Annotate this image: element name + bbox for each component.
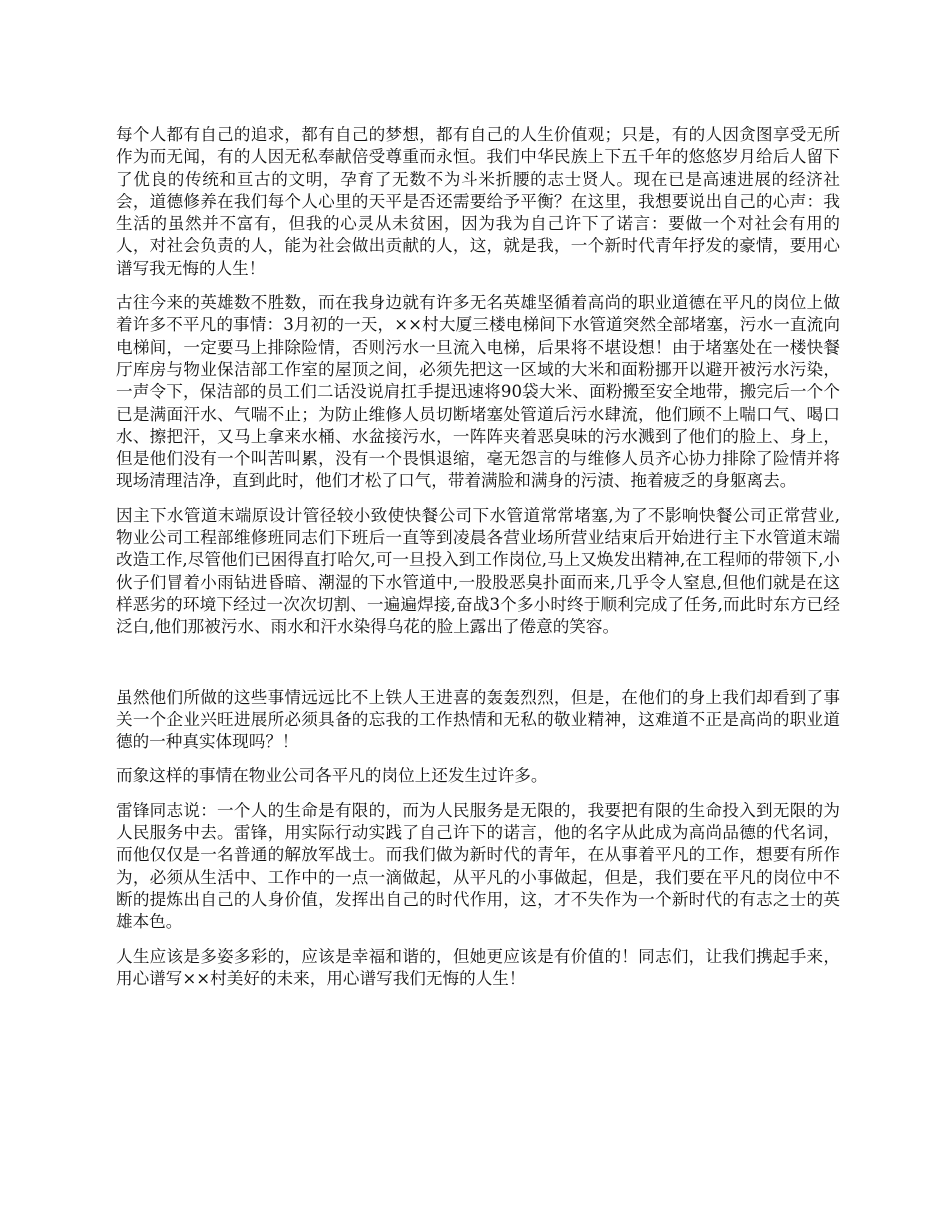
document-page [116, 124, 840, 1002]
paragraph-aspirations: 每个人都有自己的追求，都有自己的梦想，都有自己的人生价值观；只是，有的人因贪图享受无所作为而无闻，有的人因无私奉献倍受尊重而永恒。我们中华民族上下五千年的悠悠岁月给后人留下了优良的传统和亘古的文明，孕育了无数不为斗米折腰的志士贤人。现在已是高速进展的经济社会，道德修养在我们每个人心里的天平是否还需要给予平衡？在这里，我想要说出自己的心声：我生活的虽然并不富有，但我的心灵从未贫困，因为我为自己许下了诺言：要做一个对社会有用的人，对社会负责的人，能为社会做出贡献的人，这，就是我，一个新时代青年抒发的豪情，要用心谱写我无悔的人生！ [116, 125, 840, 278]
paragraph-spacer [116, 651, 840, 687]
paragraph-conclusion: 人生应该是多姿多彩的，应该是幸福和谐的，但她更应该是有价值的！同志们，让我们携起手来，用心谱写××村美好的未来，用心谱写我们无悔的人生！ [116, 946, 840, 988]
paragraph-many-such-events: 而象这样的事情在物业公司各平凡的岗位上还发生过许多。 [116, 766, 548, 786]
paragraph-professional-ethics: 虽然他们所做的这些事情远远比不上铁人王进喜的轰轰烈烈，但是，在他们的身上我们却看到了事关一个企业兴旺进展所必须具备的忘我的工作热情和无私的敬业精神，这难道不正是高尚的职业道德的一种真实体现吗？！ [116, 687, 840, 752]
paragraph-heroes-pipe-blockage: 古往今来的英雄数不胜数，而在我身边就有许多无名英雄坚循着高尚的职业道德在平凡的岗位上做着许多不平凡的事情：3月初的一天，××村大厦三楼电梯间下水管道突然全部堵塞，污水一直流向电梯间，一定要马上排除险情，否则污水一旦流入电梯，后果将不堪设想！由于堵塞处在一楼快餐厅库房与物业保洁部工作室的屋顶之间，必须先把这一区域的大米和面粉挪开以避开被污水污染，一声令下，保洁部的员工们二话没说肩扛手提迅速将90袋大米、面粉搬至安全地带，搬完后一个个已是满面汗水、气喘不止；为防止维修人员切断堵塞处管道后污水肆流，他们顾不上喘口气、喝口水、擦把汗，又马上拿来水桶、水盆接污水，一阵阵夹着恶臭味的污水溅到了他们的脸上、身上，但是他们没有一个叫苦叫累，没有一个畏惧退缩，毫无怨言的与维修人员齐心协力排除了险情并将现场清理洁净，直到此时，他们才松了口气，带着满脸和满身的污渍、拖着疲乏的身躯离去。 [116, 293, 840, 491]
paragraph-lei-feng: 雷锋同志说：一个人的生命是有限的，而为人民服务是无限的，我要把有限的生命投入到无限的为人民服务中去。雷锋，用实际行动实践了自己许下的诺言，他的名字从此成为高尚品德的代名词，而他仅仅是一名普通的解放军战士。而我们做为新时代的青年，在从事着平凡的工作，想要有所作为，必须从生活中、工作中的一点一滴做起，从平凡的小事做起，但是，我们要在平凡的岗位中不断的提炼出自己的人身价值，发挥出自己的时代作用，这，才不失作为一个新时代的有志之士的英雄本色。 [116, 800, 840, 932]
paragraph-pipe-renovation: 因主下水管道末端原设计管径较小致使快餐公司下水管道常常堵塞,为了不影响快餐公司正常营业,物业公司工程部维修班同志们下班后一直等到凌晨各营业场所营业结束后开始进行主下水管道末端改造工作,尽管他们已困得直打哈欠,可一旦投入到工作岗位,马上又焕发出精神,在工程师的带领下,小伙子们冒着小雨钻进昏暗、潮湿的下水管道中,一股股恶臭扑面而来,几乎令人窒息,但他们就是在这样恶劣的环境下经过一次次切割、一遍遍焊接,奋战3个多小时终于顺利完成了任务,而此时东方已经泛白,他们那被污水、雨水和汗水染得乌花的脸上露出了倦意的笑容。 [116, 505, 840, 637]
